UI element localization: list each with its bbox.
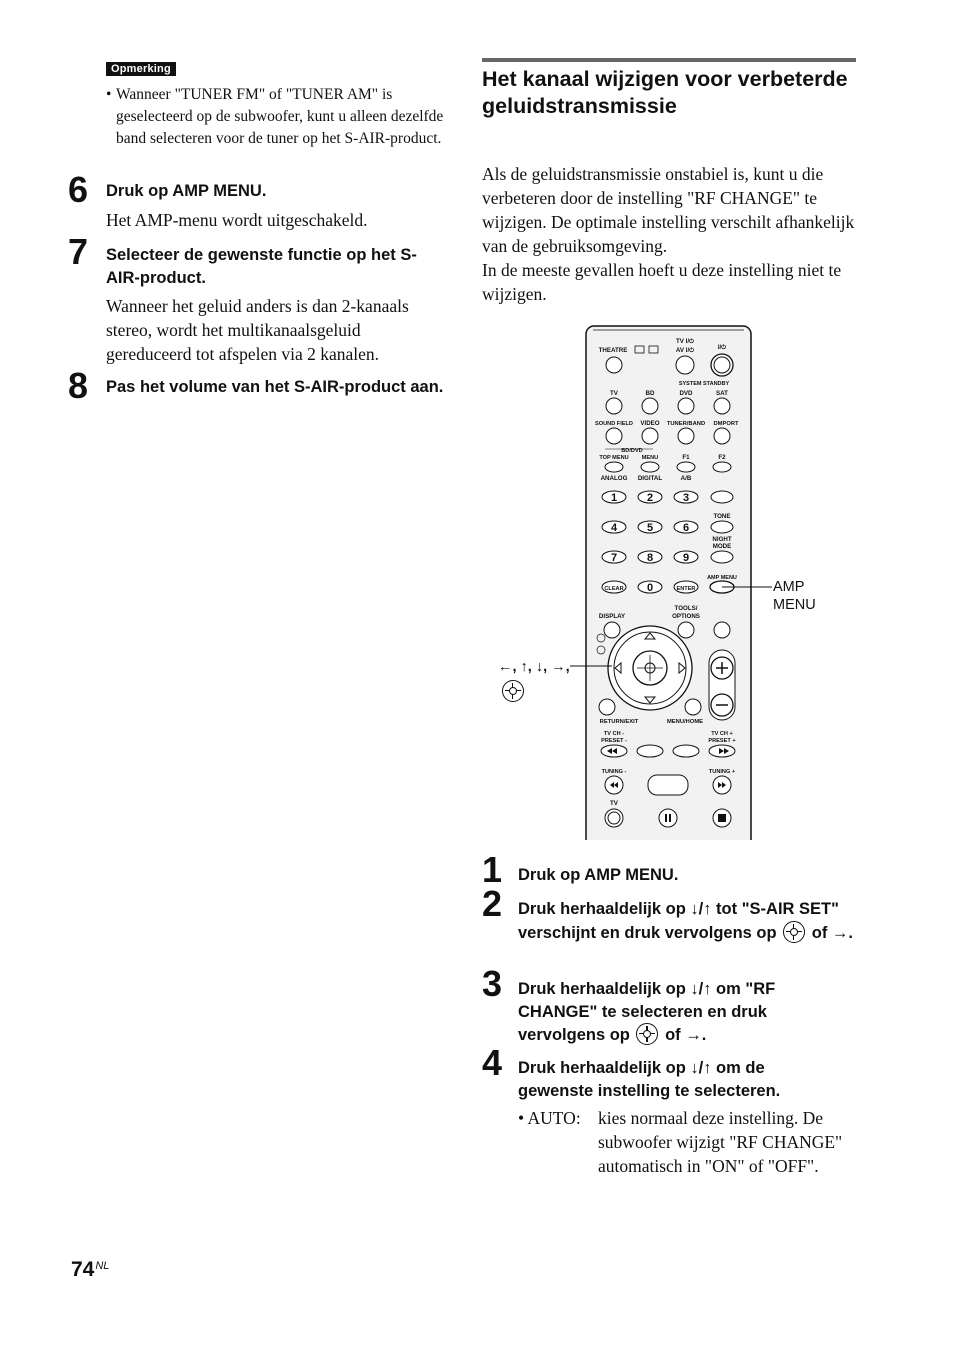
digit-9: 9	[682, 552, 690, 564]
note-label: Opmerking	[106, 62, 176, 76]
label-analog: ANALOG	[600, 475, 628, 482]
label-tuner-band: TUNER/BAND	[666, 421, 706, 427]
step-body: Het AMP-menu wordt uitgeschakeld.	[106, 210, 368, 230]
callout-amp-menu: AMP MENU	[773, 579, 816, 613]
label-amp-menu: AMP MENU	[707, 575, 737, 581]
digit-3: 3	[682, 492, 690, 504]
label-menu-home: MENU/HOME	[666, 719, 704, 725]
label-sound-field: SOUND FIELD	[595, 421, 633, 427]
step-heading-text: Druk herhaaldelijk op ↓/↑ tot "S-AIR SET" verschijnt en druk vervolgens op	[518, 900, 839, 942]
step-number: 1	[482, 849, 503, 890]
step-heading-text: of →.	[665, 1026, 707, 1044]
step-heading-text: of →.	[811, 923, 854, 942]
note-body: Wanneer "TUNER FM" of "TUNER AM" is geselecteerd op de subwoofer, kunt u alleen dezelfde band selecteren voor de tuner op het S-AIR-product.	[116, 86, 444, 147]
step-heading: Druk op AMP MENU.	[106, 182, 267, 200]
step-number: 7	[68, 231, 89, 272]
label-system-standby: SYSTEM STANDBY	[678, 381, 730, 387]
step-number: 6	[68, 169, 89, 210]
label-tv: TV	[610, 390, 618, 397]
enter-button-icon	[783, 921, 805, 943]
label-sat: SAT	[716, 390, 728, 397]
step-heading	[518, 978, 838, 1047]
enter-button-icon	[636, 1023, 658, 1045]
label-preset-minus: PRESET -	[601, 738, 627, 744]
digit-2: 2	[646, 492, 654, 504]
label-f1: F1	[682, 454, 690, 461]
label-av-power: AV I/⏻	[675, 347, 695, 354]
note-bullet: •	[106, 86, 112, 103]
page-number-suffix: NL	[95, 1260, 110, 1272]
step-heading: Pas het volume van het S-AIR-product aan.	[106, 378, 444, 396]
section-rule	[482, 58, 856, 62]
auto-option-key: • AUTO:	[518, 1108, 581, 1128]
intro-paragraph: Als de geluidstransmissie onstabiel is, kunt u die verbeteren door de instelling "RF CHANGE" te wijzigen. De optimale instelling verschilt afhankelijk van de gebruiksomgeving.	[482, 164, 855, 256]
label-dmport: DMPORT	[713, 421, 739, 427]
label-preset-plus: PRESET +	[708, 738, 736, 744]
enter-button-icon	[500, 680, 526, 702]
page-number-value: 74	[71, 1258, 95, 1281]
section-intro	[482, 162, 858, 306]
note-text	[106, 84, 446, 150]
label-options: OPTIONS	[672, 613, 700, 620]
label-digital: DIGITAL	[637, 475, 663, 482]
step-heading: Selecteer de gewenste functie op het S-AIR-product.	[106, 246, 417, 287]
step-number: 8	[68, 365, 89, 406]
step-number: 3	[482, 963, 503, 1004]
label-tuning-plus: TUNING +	[708, 769, 736, 775]
step-heading: Druk op AMP MENU.	[518, 866, 679, 884]
label-enter: ENTER	[676, 586, 696, 592]
callout-lines	[560, 580, 780, 690]
digit-0: 0	[646, 582, 654, 594]
label-return-exit: RETURN/EXIT	[599, 719, 639, 725]
label-theatre: THEATRE	[598, 347, 628, 354]
digit-4: 4	[610, 522, 618, 534]
label-f2: F2	[718, 454, 726, 461]
step-heading-text: Druk herhaaldelijk op ↓/↑ om "RF CHANGE" te selecteren en druk vervolgens op	[518, 980, 776, 1044]
auto-option-value: kies normaal deze instelling. De subwoofer wijzigt "RF CHANGE" automatisch in "ON" of "OFF".	[598, 1108, 843, 1176]
digit-8: 8	[646, 552, 654, 564]
label-top-menu: TOP MENU	[599, 455, 629, 461]
label-clear: CLEAR	[604, 586, 624, 592]
step-number: 2	[482, 883, 503, 924]
label-tools: TOOLS/	[674, 605, 698, 612]
label-bd-dvd: BD/DVD	[621, 448, 643, 454]
label-menu: MENU	[641, 455, 659, 461]
label-bd: BD	[645, 390, 655, 397]
label-tv-ch-plus: TV CH +	[711, 731, 733, 737]
label-dvd: DVD	[679, 390, 693, 397]
label-video: VIDEO	[640, 420, 660, 427]
label-tv-bottom: TV	[610, 800, 618, 807]
intro-paragraph: In de meeste gevallen hoeft u deze instelling niet te wijzigen.	[482, 260, 842, 304]
step-heading	[518, 898, 858, 944]
step-heading: Druk herhaaldelijk op ↓/↑ om de gewenste instelling te selecteren.	[518, 1059, 781, 1100]
label-night: NIGHT	[712, 536, 732, 543]
page-number	[71, 1258, 109, 1282]
label-tone: TONE	[713, 513, 731, 520]
digit-1: 1	[610, 492, 618, 504]
digit-5: 5	[646, 522, 654, 534]
label-tuning-minus: TUNING -	[601, 769, 627, 775]
digit-6: 6	[682, 522, 690, 534]
label-mode: MODE	[712, 543, 732, 550]
label-ab: A/B	[680, 475, 692, 482]
step-number: 4	[482, 1042, 503, 1083]
section-title: Het kanaal wijzigen voor verbeterde geluidstransmissie	[482, 67, 848, 118]
digit-7: 7	[610, 552, 618, 564]
callout-arrows: ←, ↑, ↓, →,	[498, 659, 570, 675]
label-tv-power: TV I/⏻	[676, 338, 694, 345]
label-tv-ch-minus: TV CH -	[603, 731, 625, 737]
label-power: I/⏻	[717, 344, 727, 351]
step-body: Wanneer het geluid anders is dan 2-kanaals stereo, wordt het multikanaalsgeluid gereduceerd tot afspelen via 2 kanalen.	[106, 296, 409, 364]
label-display: DISPLAY	[598, 613, 626, 620]
